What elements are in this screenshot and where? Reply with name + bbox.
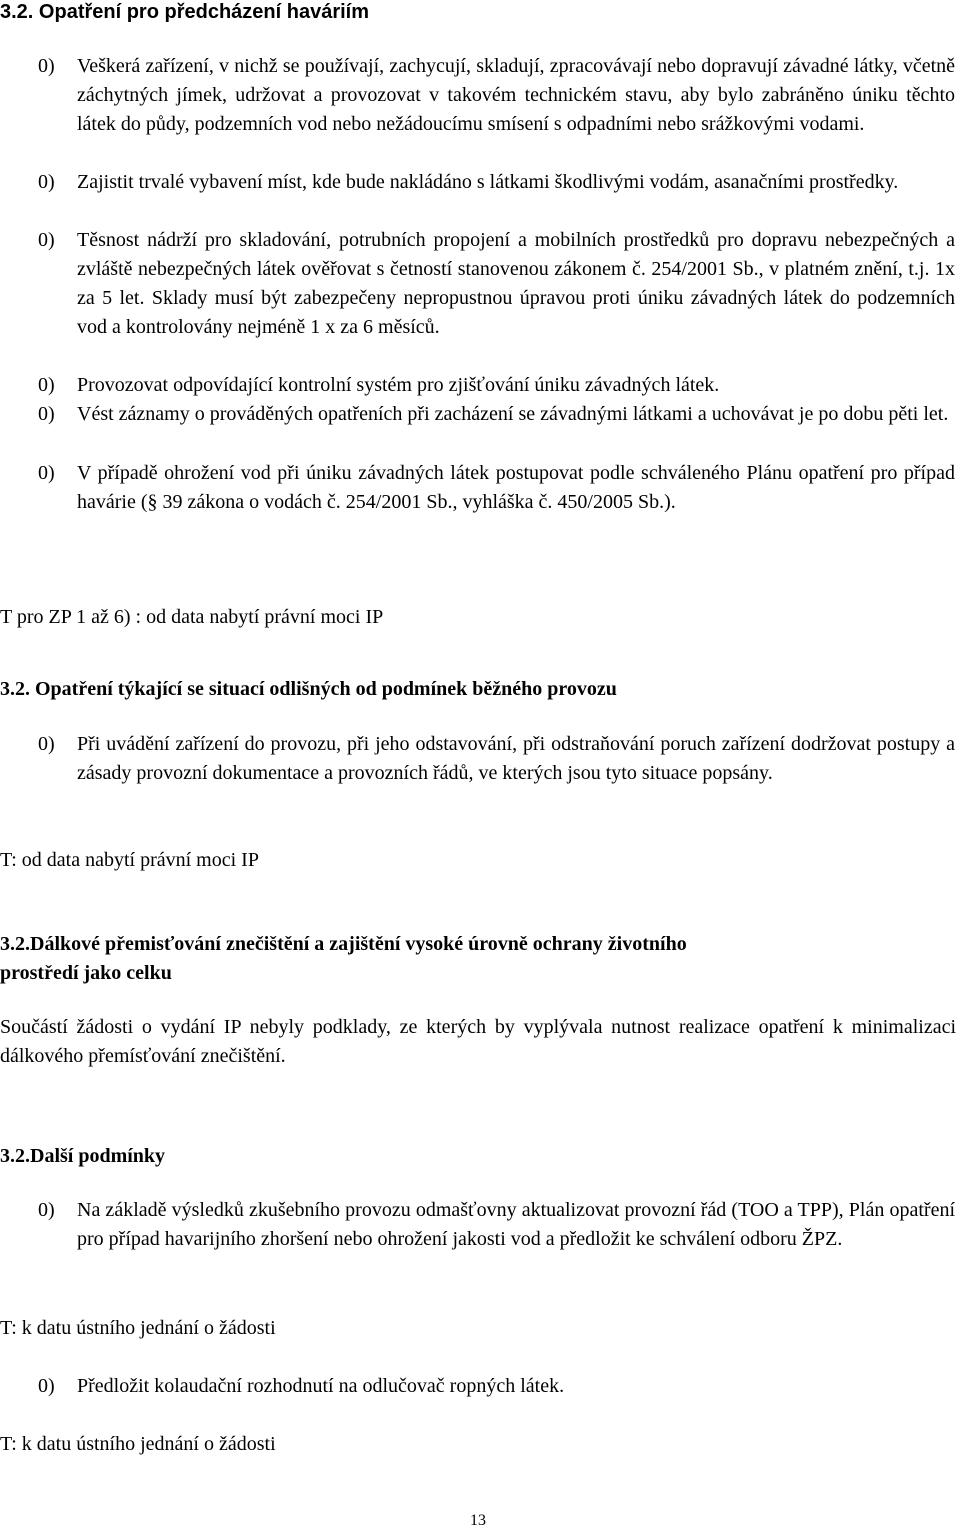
item-number: 0) (38, 462, 55, 484)
item-text: Provozovat odpovídající kontrolní systém pro zjišťování úniku závadných látek. (77, 374, 720, 396)
list-item (38, 730, 955, 788)
list-item (38, 1372, 955, 1401)
item-text: Při uvádění zařízení do provozu, při jeho odstavování, při odstraňování poruch zařízení dodržovat postupy a zásady provozní dokumentace a provozních řádů, ve kterých jsou tyto situace popsány. (77, 733, 955, 784)
item-text: Na základě výsledků zkušebního provozu odmašťovny aktualizovat provozní řád (TOO a TPP), Plán opatření pro případ havarijního zhoršení nebo ohrožení jakosti vod a předložit ke schválení odboru ŽPZ. (77, 1199, 955, 1250)
list-item (38, 1196, 955, 1254)
item-number: 0) (38, 403, 55, 425)
paragraph: Součástí žádosti o vydání IP nebyly podklady, ze kterých by vyplývala nutnost realizace opatření k minimalizaci dálkového přemísťování znečištění. (0, 1016, 956, 1067)
deadline-text: T: k datu ústního jednání o žádosti (0, 1317, 276, 1339)
deadline-text: T pro ZP 1 až 6) : od data nabytí právní moci IP (0, 606, 384, 628)
section-heading-abnormal: 3.2. Opatření týkající se situací odlišných od podmínek běžného provozu (0, 678, 617, 700)
list-item (38, 459, 955, 517)
list-item (38, 52, 955, 139)
list-item (38, 226, 955, 342)
list-item (38, 371, 955, 400)
item-text: Těsnost nádrží pro skladování, potrubních propojení a mobilních prostředků pro dopravu nebezpečných a zvláště nebezpečných látek ověřovat s četností stanovenou zákonem č. 254/2001 Sb., v platném znění, t.j. 1x za 5 let. Sklady musí být zabezpečeny nepropustnou úpravou proti úniku závadných látek do podzemních vod a kontrolovány nejméně 1 x za 6 měsíců. (77, 229, 955, 338)
list-item (38, 400, 955, 429)
page-number: 13 (470, 1512, 486, 1529)
item-number: 0) (38, 374, 55, 396)
item-number: 0) (38, 229, 55, 251)
heading-line: 3.2.Dálkové přemisťování znečištění a zajištění vysoké úrovně ochrany životního (0, 933, 687, 955)
item-text: Vést záznamy o prováděných opatřeních při zacházení se závadnými látkami a uchovávat je po dobu pěti let. (77, 403, 949, 425)
item-number: 0) (38, 55, 55, 77)
item-number: 0) (38, 171, 55, 193)
deadline-text: T: k datu ústního jednání o žádosti (0, 1433, 276, 1455)
item-number: 0) (38, 733, 55, 755)
heading-line: prostředí jako celku (0, 962, 172, 984)
section-heading-other: 3.2.Další podmínky (0, 1145, 166, 1167)
item-text: Předložit kolaudační rozhodnutí na odlučovač ropných látek. (77, 1375, 565, 1397)
list-item (38, 168, 955, 197)
item-text: V případě ohrožení vod při úniku závadných látek postupovat podle schváleného Plánu opatření pro případ havárie (§ 39 zákona o vodách č. 254/2001 Sb., vyhláška č. 450/2005 Sb.). (77, 462, 955, 513)
section-heading-transboundary (0, 930, 940, 988)
section-heading-prevention: 3.2. Opatření pro předcházení haváriím (0, 1, 370, 23)
item-number: 0) (38, 1375, 55, 1397)
deadline-text: T: od data nabytí právní moci IP (0, 849, 259, 871)
item-text: Veškerá zařízení, v nichž se používají, zachycují, skladují, zpracovávají nebo dopravují závadné látky, včetně záchytných jímek, udržovat a provozovat v takovém technickém stavu, aby bylo zabráněno úniku těchto látek do půdy, podzemních vod nebo nežádoucímu smísení s odpadními nebo srážkovými vodami. (77, 55, 955, 135)
item-number: 0) (38, 1199, 55, 1221)
item-text: Zajistit trvalé vybavení míst, kde bude nakládáno s látkami škodlivými vodám, asanačními prostředky. (77, 171, 899, 193)
